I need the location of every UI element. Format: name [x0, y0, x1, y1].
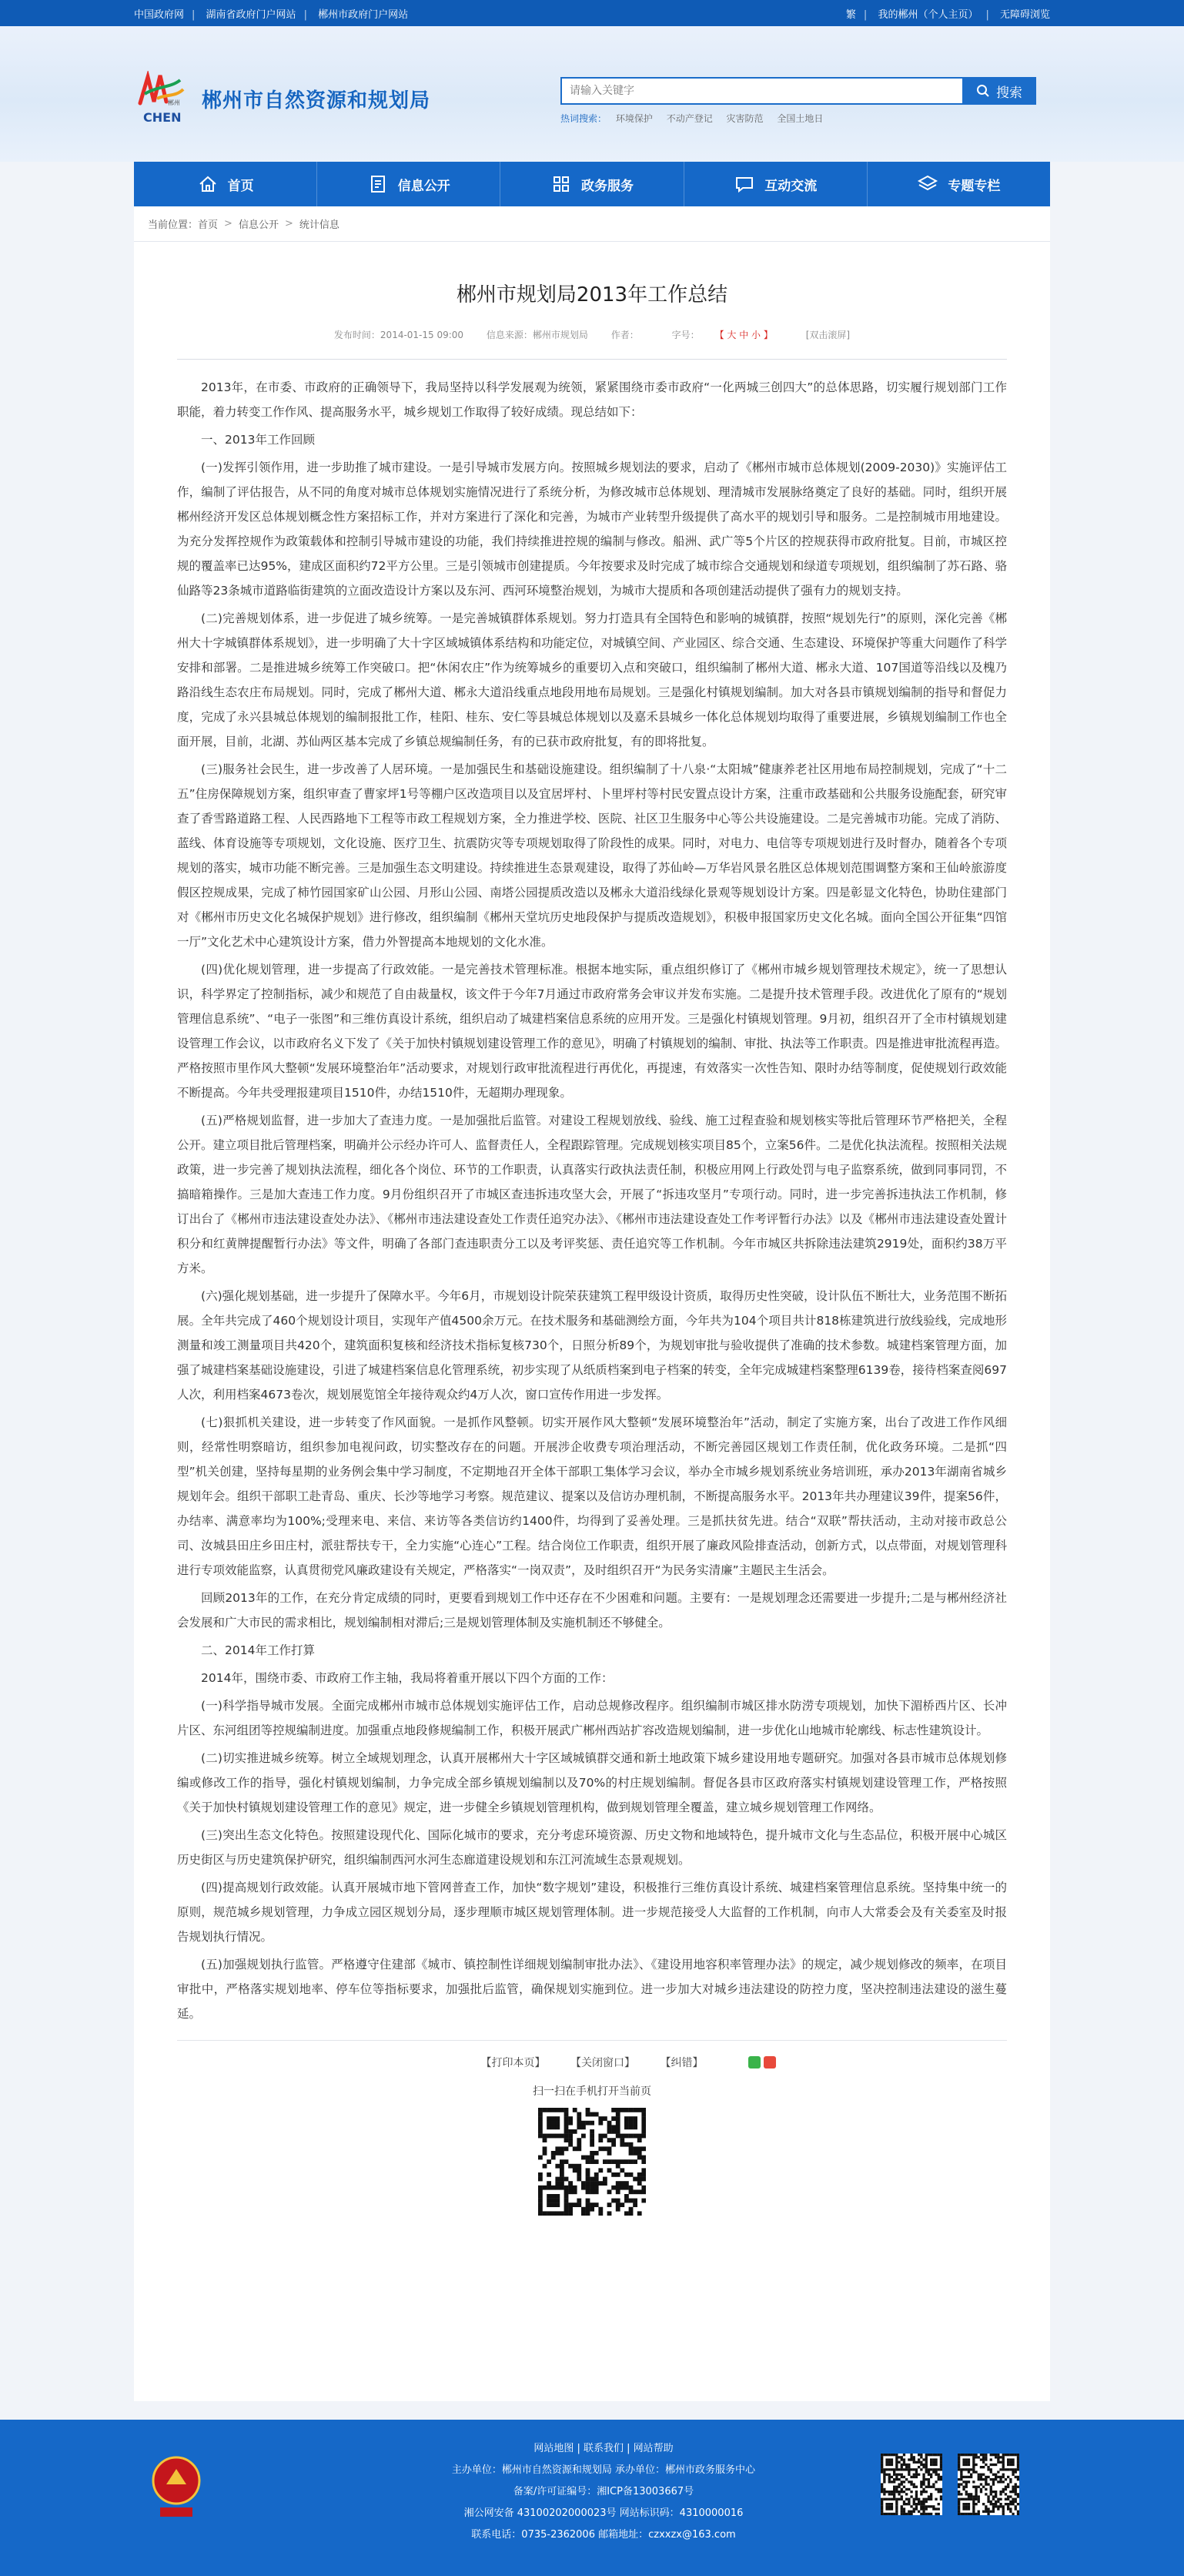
- svg-text:CHEN: CHEN: [143, 110, 182, 125]
- site-logo[interactable]: [134, 71, 430, 126]
- divider: [177, 359, 1007, 360]
- personal-homepage-link[interactable]: 我的郴州（个人主页）: [878, 8, 978, 21]
- hot-words-label: 热词搜索：: [560, 113, 607, 124]
- qr-label: 扫一扫在手机打开当前页: [533, 2085, 651, 2098]
- site-header: [0, 26, 1184, 162]
- report-error-button[interactable]: 【纠错】: [660, 2057, 704, 2069]
- home-icon: [197, 173, 219, 195]
- search-icon: [976, 84, 990, 98]
- fontsize-label: 字号：: [671, 330, 700, 340]
- hot-word[interactable]: 灾害防范: [726, 113, 764, 124]
- chenzhou-logo-icon: [134, 71, 196, 126]
- breadcrumb-label: 当前位置：: [148, 219, 199, 231]
- breadcrumb: 当前位置： 首页 > 信息公开 > 统计信息: [134, 206, 1050, 242]
- paragraph: (二)完善规划体系，进一步促进了城乡统筹。一是完善城镇群体系规划。努力打造具有全国特色和影响的城镇群，按照“规划先行”的原则，深化完善《郴州大十字城镇群体系规划》，进一步明确了大十字区域城镇体系结构和功能定位，对城镇空间、产业园区、综合交通、生态建设、环境保护等重大问题作了科学安排和部署。二是推进城乡统筹工作突破口。把“休闲农庄”作为统筹城乡的重要切入点和突破口，组织编制了郴州大道、郴永大道、107国道等沿线以及槐乃路沿线生态农庄布局规划。同时，完成了郴州大道、郴永大道沿线重点地段用地布局规划。三是强化村镇规划编制。加大对各县市镇规划编制的指导和督促力度，完成了永兴县城总体规划的编制报批工作，桂阳、桂东、安仁等县城总体规划以及嘉禾县城乡一体化总体规划均取得了重要进展，乡镇规划编制工作也全面开展，目前，北湖、苏仙两区基本完成了乡镇总规编制任务，有的已获市政府批复，有的即将批复。: [177, 611, 1007, 749]
- dblclick-scroll[interactable]: [双击滚屏]: [805, 330, 851, 340]
- paragraph: 回顾2013年的工作，在充分肯定成绩的同时，更要看到规划工作中还存在不少困难和问题。主要有：一是规划理念还需要进一步提升;二是与郴州经济社会发展和广大市民的需求相比，规划编制相对滞后;三是规划管理体制及实施机制还不够健全。: [177, 1591, 1007, 1630]
- link-hunan-gov[interactable]: 湖南省政府门户网站: [206, 8, 296, 21]
- footer-contact: 联系电话：0735-2362006 邮箱地址：czxxzx@163.com: [471, 2529, 736, 2541]
- section-heading: 一、2013年工作回顾: [201, 433, 315, 447]
- accessibility-link[interactable]: 无障碍浏览: [999, 8, 1050, 21]
- link-chenzhou-gov[interactable]: 郴州市政府门户网站: [318, 8, 409, 21]
- search-button[interactable]: [962, 77, 1036, 105]
- breadcrumb-item[interactable]: 信息公开: [238, 219, 279, 231]
- search-input[interactable]: [560, 77, 962, 105]
- publish-time: 发布时间：2014-01-15 09:00: [333, 330, 464, 340]
- hot-words: [560, 112, 1053, 125]
- share-icons: [748, 2056, 776, 2069]
- print-button[interactable]: 【打印本页】: [480, 2057, 546, 2069]
- paragraph: (七)狠抓机关建设，进一步转变了作风面貌。一是抓作风整顿。切实开展作风大整顿“发展环境整治年”活动，制定了实施方案，出台了改进工作作风细则，经常性明察暗访，组织参加电视问政，切实整改存在的问题。开展涉企收费专项治理活动，不断完善园区规划工作责任制，优化政务环境。二是抓“四型”机关创建，坚持每星期的业务例会集中学习制度，不定期地召开全体干部职工集体学习会议，举办全市城乡规划系统业务培训班，承办2013年湖南省城乡规划年会。组织干部职工赴青岛、重庆、长沙等地学习考察。规范建议、提案以及信访办理机制，不断提高服务水平。2013年共办理建议39件，提案56件，办结率、满意率均为100%;受理来电、来信、来访等各类信访约1400件，均得到了妥善处理。三是抓扶贫先进。结合“双联”帮扶活动，主动对接市政总公司、汝城县田庄乡田庄村，派驻帮扶专干，全力实施“心连心”工程。结合岗位工作职责，组织开展了廉政风险排查活动，创新方式，以点带面，对规划管理科进行专项效能监察，认真贯彻党风廉政建设有关规定，严格落实“一岗双责”，及时组织召开“为民务实清廉”主题民主生活会。: [177, 1415, 1007, 1577]
- paragraph: (二)切实推进城乡统筹。树立全域规划理念，认真开展郴州大十字区域城镇群交通和新土地政策下城乡建设用地专题研究。加强对各县市城市总体规划修编或修改工作的指导，强化村镇规划编制，力争完成全部乡镇规划编制以及70%的村庄规划编制。督促各县市区政府落实村镇规划建设管理工作，严格按照《关于加快村镇规划建设管理工作的意见》规定，进一步健全乡镇规划管理机构，做到规划管理全覆盖，建立城乡规划管理工作网络。: [177, 1751, 1007, 1814]
- hot-word[interactable]: 全国土地日: [777, 113, 824, 124]
- search-area: [560, 77, 1053, 125]
- paragraph: (三)突出生态文化特色。按照建设现代化、国际化城市的要求，充分考虑环境资源、历史文物和地域特色，提升城市文化与生态品位，积极开展中心城区历史街区与历史建筑保护研究，组织编制西河水河生态廊道建设规划和东江河流域生态景观规划。: [177, 1828, 1007, 1867]
- footer-text: [442, 2438, 765, 2546]
- top-bar: [0, 0, 1184, 26]
- article-body: [177, 375, 1007, 2026]
- paragraph: (五)加强规划执行监管。严格遵守住建部《城市、镇控制性详细规划编制审批办法》、《建设用地容积率管理办法》的规定，减少规划修改的频率，在项目审批中，严格落实规划地率、停车位等指标要求，加强批后监管，确保规划实施到位。进一步加大对城乡违法建设的防控力度，坚决控制违法建设的滋生蔓延。: [177, 1958, 1007, 2021]
- grid-icon: [550, 173, 572, 195]
- breadcrumb-item[interactable]: 统计信息: [299, 219, 339, 231]
- footer-links[interactable]: 网站地图 | 联系我们 | 网站帮助: [533, 2443, 674, 2454]
- breadcrumb-item[interactable]: 首页: [198, 219, 219, 231]
- site-footer: [0, 2420, 1184, 2576]
- layers-icon: [917, 173, 938, 195]
- weibo-share-icon[interactable]: [764, 2056, 776, 2069]
- top-links: 中国政府网 | 湖南省政府门户网站 | 郴州市政府门户网站: [134, 8, 409, 21]
- author: 作者：: [610, 330, 639, 340]
- hot-word[interactable]: 不动产登记: [666, 113, 713, 124]
- footer-host: 主办单位：郴州市自然资源和规划局 承办单位：郴州市政务服务中心: [451, 2464, 756, 2476]
- page-qr-code: [538, 2108, 646, 2216]
- main-nav: [134, 162, 1050, 206]
- paragraph: (六)强化规划基础，进一步提升了保障水平。今年6月，市规划设计院荣获建筑工程甲级设计资质，取得历史性突破，设计队伍不断壮大，业务范围不断拓展。全年共完成了460个规划设计项目，实现年产值4500余万元。在技术服务和基础测绘方面，今年共为104个项目共计818栋建筑进行放线验线，完成地形测量和竣工测量项目共420个，建筑面积复核和经济技术指标复核730个，日照分析89个，为规划审批与验收提供了准确的技术参数。城建档案管理方面，加强了城建档案基础设施建设，引进了城建档案信息化管理系统，初步实现了从纸质档案到电子档案的转变，全年完成城建档案整理6139卷，接待档案查阅697人次，利用档案4673卷次，规划展览馆全年接待观众约4万人次，窗口宣传作用进一步发挥。: [177, 1289, 1007, 1402]
- document-icon: [367, 173, 389, 195]
- info-source: 信息来源：郴州市规划局: [486, 330, 588, 340]
- paragraph: 2013年，在市委、市政府的正确领导下，我局坚持以科学发展观为统领，紧紧围绕市委市政府“一化两城三创四大”的总体思路，切实履行规划部门工作职能，着力转变工作作风、提高服务水平，城乡规划工作取得了较好成绩。现总结如下：: [177, 380, 1007, 419]
- paragraph: (四)优化规划管理，进一步提高了行政效能。一是完善技术管理标准。根据本地实际，重点组织修订了《郴州市城乡规划管理技术规定》，统一了思想认识，科学界定了控制指标，减少和规范了自由裁量权，该文件于今年7月通过市政府常务会审议并发布实施。二是提升技术管理手段。改进优化了原有的“规划管理信息系统”、“电子一张图”和三维仿真设计系统，组织启动了城建档案信息系统的应用开发。三是强化村镇规划管理。9月初，组织召开了全市村镇规划建设管理工作会议，以市政府名义下发了《关于加快村镇规划建设管理工作的意见》，明确了村镇规划的编制、审批、执法等工作职责。四是推进审批流程再造。严格按照市里作风大整顿“发展环境整治年”活动要求，对规划行政审批流程进行再优化，再提速，有效落实一次性告知、限时办结等制度，促使规划行政效能不断提高。今年共受理报建项目1510件，办结1510件，无超期办理现象。: [177, 963, 1007, 1100]
- fontsize-options[interactable]: 【 大 中 小 】: [719, 330, 773, 340]
- footer-qr-code: [881, 2454, 942, 2515]
- article-meta: [177, 328, 1007, 359]
- paragraph: 2014年，围绕市委、市政府工作主轴，我局将着重开展以下四个方面的工作：: [201, 1671, 614, 1685]
- nav-label: 政务服务: [581, 178, 634, 194]
- nav-label: 互动交流: [764, 178, 818, 194]
- nav-interaction[interactable]: [684, 162, 868, 206]
- hot-word[interactable]: 环境保护: [615, 113, 653, 124]
- paragraph: (一)发挥引领作用，进一步助推了城市建设。一是引导城市发展方向。按照城乡规划法的要求，启动了《郴州市城市总体规划(2009-2030)》实施评估工作，编制了评估报告，从不同的角度对城市总体规划实施情况进行了系统分析，为修改城市总体规划、理清城市发展脉络奠定了良好的基础。同时，组织开展郴州经济开发区总体规划概念性方案招标工作，并对方案进行了深化和完善，为城市产业转型升级提供了高水平的规划引导和服务。二是控制城市用地建设。为充分发挥控规作为政策载体和控制引导城市建设的功能，我们持续推进控规的编制与修改。船洲、武广等5个片区的控规获得市政府批复。目前，市城区控规的覆盖率已达95%，建成区面积约72平方公里。三是引领城市创建提质。今年按要求及时完成了城市综合交通规划和绿道专项规划，组织编制了苏石路、骆仙路等23条城市道路临街建筑的立面改造设计方案以及东河、西河环境整治规划，为城市大提质和各项创建活动提供了强有力的规划支持。: [177, 461, 1007, 598]
- chat-icon: [734, 173, 755, 195]
- article-tools: [177, 2040, 1007, 2068]
- section-heading: 二、2014年工作打算: [201, 1643, 315, 1657]
- nav-home[interactable]: [134, 162, 317, 206]
- nav-gov-service[interactable]: [500, 162, 684, 206]
- svg-text:郴州: 郴州: [168, 99, 180, 106]
- nav-special-topics[interactable]: [868, 162, 1050, 206]
- nav-label: 信息公开: [397, 178, 450, 194]
- paragraph: (一)科学指导城市发展。全面完成郴州市城市总体规划实施评估工作，启动总规修改程序。组织编制市城区排水防涝专项规划，加快下湄桥西片区、长冲片区、东河组团等控规编制进度。加强重点地段修规编制工作，积极开展武广郴州西站扩容改造规划编制，进一步优化山地城市轮廓线、标志性建筑设计。: [177, 1699, 1007, 1737]
- nav-label: 专题专栏: [948, 178, 1001, 194]
- top-right-links: 繁 | 我的郴州（个人主页） | 无障碍浏览: [845, 8, 1050, 21]
- paragraph: (五)严格规划监督，进一步加大了查违力度。一是加强批后监管。对建设工程规划放线、验线、施工过程查验和规划核实等批后管理环节严格把关，全程公开。建立项目批后管理档案，明确并公示经办许可人、监督责任人，全程跟踪管理。完成规划核实项目85个，立案56件。二是优化执法流程。按照相关法规政策，进一步完善了规划执法流程，细化各个岗位、环节的工作职责，认真落实行政执法责任制，积极应用网上行政处罚与电子监察系统，做到同事同罚，不搞暗箱操作。三是加大查违工作力度。9月份组织召开了市城区查违拆违攻坚大会，开展了“拆违攻坚月”专项行动。同时，进一步完善拆违执法工作机制，修订出台了《郴州市违法建设查处办法》、《郴州市违法建设查处工作责任追究办法》、《郴州市违法建设查处工作考评暂行办法》以及《郴州市违法建设查处置计积分和红黄牌提醒暂行办法》等文件，明确了各部门查违职责分工以及考评奖惩、责任追究等工作机制。今年市城区共拆除违法建筑2919处，面积约38万平方米。: [177, 1114, 1007, 1275]
- wechat-share-icon[interactable]: [748, 2056, 761, 2069]
- party-gov-emblem-icon[interactable]: [149, 2454, 203, 2520]
- footer-police[interactable]: 湘公网安备 43100202000023号 网站标识码：4310000016: [463, 2507, 744, 2519]
- nav-info-public[interactable]: [317, 162, 500, 206]
- paragraph: (四)提高规划行政效能。认真开展城市地下管网普查工作，加快“数字规划”建设，积极推行三维仿真设计系统、城建档案管理信息系统。坚持集中统一的原则，规范城乡规划管理，力争成立园区规划分局，逐步理顺市城区规划管理体制。进一步规范接受人大监督的工作机制，向市人大常委会及有关委室及时报告规划执行情况。: [177, 1881, 1007, 1944]
- footer-qr-code: [958, 2454, 1019, 2515]
- article-container: [134, 242, 1050, 2401]
- traditional-chinese-link[interactable]: 繁: [845, 8, 856, 21]
- link-gov-cn[interactable]: 中国政府网: [134, 8, 185, 21]
- article-title: 郴州市规划局2013年工作总结: [456, 283, 728, 307]
- search-button-label: 搜索: [996, 85, 1022, 101]
- site-title: 郴州市自然资源和规划局: [202, 89, 431, 112]
- close-window-button[interactable]: 【关闭窗口】: [570, 2057, 635, 2069]
- footer-icp[interactable]: 备案/许可证编号：湘ICP备13003667号: [513, 2486, 694, 2497]
- paragraph: (三)服务社会民生，进一步改善了人居环境。一是加强民生和基础设施建设。组织编制了十八泉·“太阳城”健康养老社区用地布局控制规划，完成了“十二五”住房保障规划方案，组织审查了曹家坪1号等棚户区改造项目以及宜居坪村、卜里坪村等村民安置点设计方案，注重市政基础和公共服务设施配套，研究审查了香雪路道路工程、人民西路地下工程等市政工程规划方案，全力推进学校、医院、社区卫生服务中心等公共设施建设。二是完善城市功能。完成了消防、蓝线、体育设施等专项规划，文化设施、医疗卫生、抗震防灾等专项规划取得了阶段性的成果。同时，对电力、电信等专项规划进行及时督办，随着各个专项规划的落实，城市功能不断完善。三是加强生态文明建设。持续推进生态景观建设，取得了苏仙岭—万华岩风景名胜区总体规划范围调整方案和王仙岭旅游度假区控规成果，完成了柿竹园国家矿山公园、月形山公园、南塔公园提质改造以及郴永大道沿线绿化景观等规划设计方案。四是彰显文化特色，协助住建部门对《郴州市历史文化名城保护规划》进行修改，组织编制《郴州天堂坑历史地段保护与提质改造规划》，积极申报国家历史文化名城。面向全国公开征集“四馆一厅”文化艺术中心建筑设计方案，借力外智提高本地规划的文化水准。: [177, 762, 1007, 949]
- nav-label: 首页: [227, 178, 254, 194]
